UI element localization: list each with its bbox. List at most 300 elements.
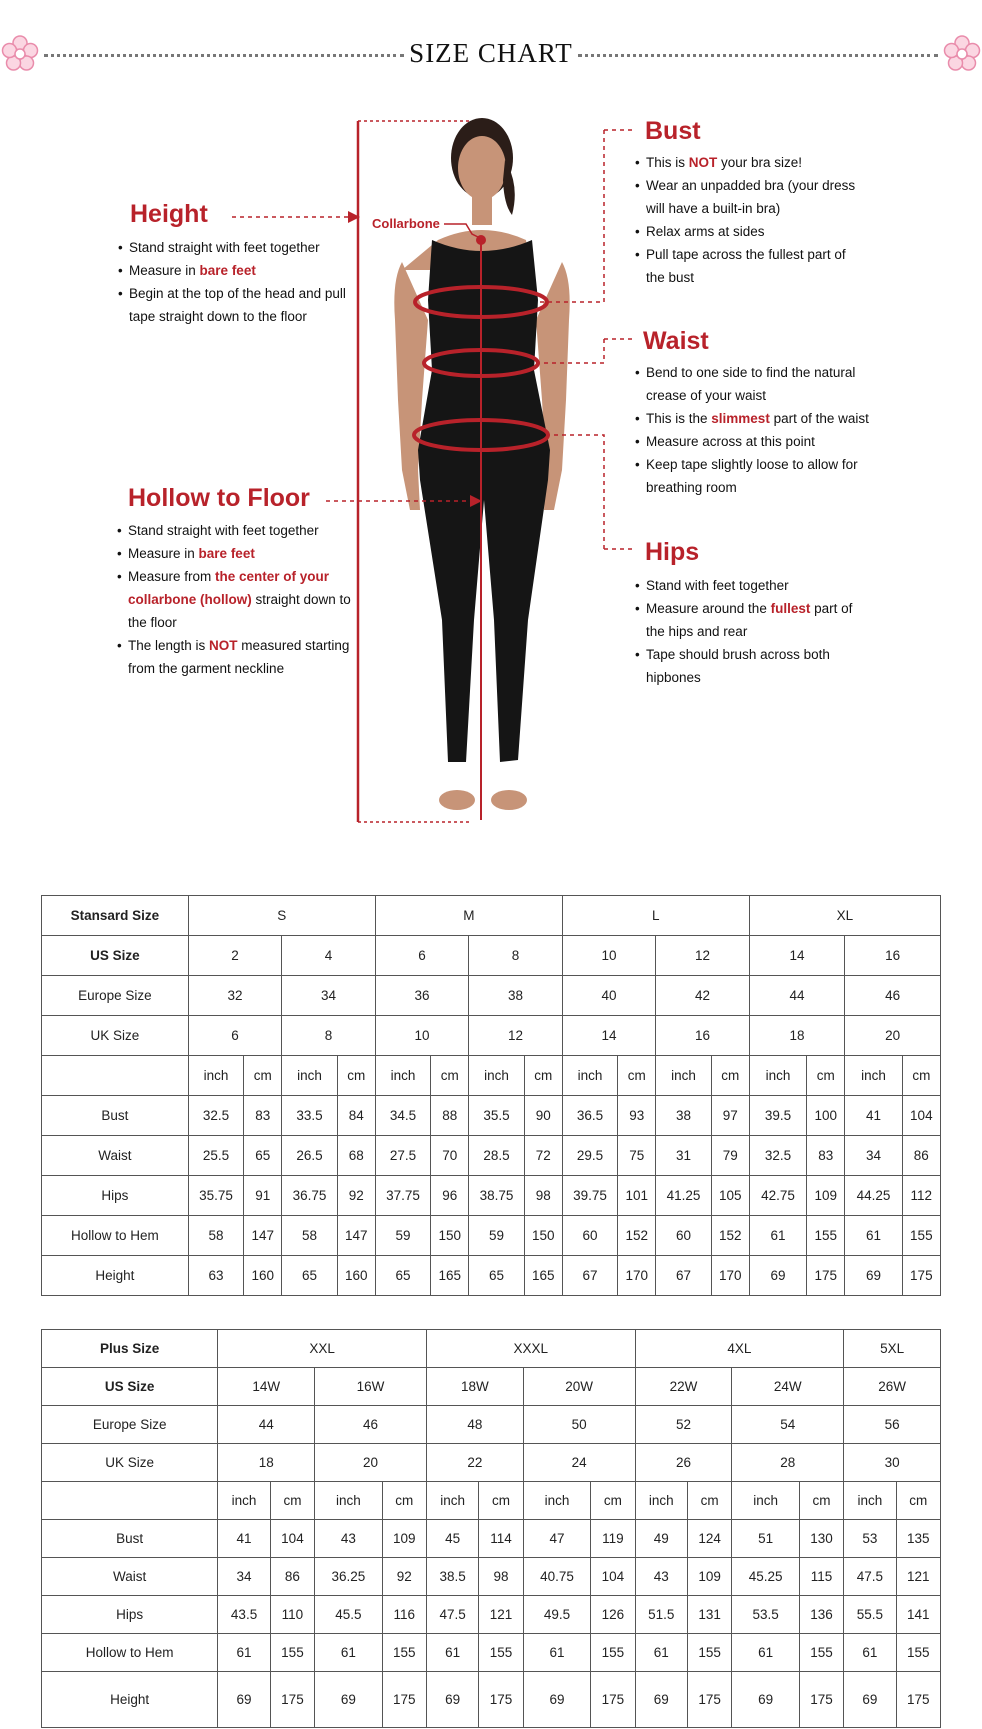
table-cell: 101 [618, 1176, 656, 1216]
table-cell: 60 [562, 1216, 617, 1256]
unit-cell: cm [244, 1056, 282, 1096]
table-cell: 150 [524, 1216, 562, 1256]
table-cell: 44 [749, 976, 845, 1016]
table-row [42, 1444, 941, 1482]
table-cell: 2 [188, 936, 282, 976]
table-cell: 43.5 [218, 1596, 270, 1634]
table-cell: 170 [618, 1256, 656, 1296]
table-cell: 61 [218, 1634, 270, 1672]
table-cell: 175 [807, 1256, 845, 1296]
table-cell: Europe Size [42, 976, 189, 1016]
table-cell: 121 [896, 1558, 940, 1596]
table-cell: 147 [337, 1216, 375, 1256]
table-cell: 59 [375, 1216, 430, 1256]
table-cell: 20W [523, 1368, 635, 1406]
table-cell [42, 1056, 189, 1096]
unit-cell: inch [656, 1056, 711, 1096]
table-cell: 175 [687, 1672, 731, 1728]
table-cell: 56 [844, 1406, 941, 1444]
table-cell: 42.75 [749, 1176, 806, 1216]
table-cell: 72 [524, 1136, 562, 1176]
standard-measurement-rows [42, 1096, 941, 1296]
table-cell: 40.75 [523, 1558, 591, 1596]
table-cell: 175 [799, 1672, 843, 1728]
bust-heading: Bust [645, 117, 701, 145]
table-cell: 79 [711, 1136, 749, 1176]
unit-cell: inch [469, 1056, 524, 1096]
table-cell: 33.5 [282, 1096, 337, 1136]
table-cell: 112 [902, 1176, 940, 1216]
table-cell: 47 [523, 1520, 591, 1558]
table-row [42, 1672, 941, 1728]
table-cell: 119 [591, 1520, 635, 1558]
list-item: • Begin at the top of the head and pull tape straight down to the floor [118, 282, 358, 328]
table-cell: 41 [218, 1520, 270, 1558]
unit-cell: inch [635, 1482, 687, 1520]
table-cell: 61 [523, 1634, 591, 1672]
table-cell: Europe Size [42, 1406, 218, 1444]
table-cell: 105 [711, 1176, 749, 1216]
table-cell: 8 [469, 936, 563, 976]
table-cell: 100 [807, 1096, 845, 1136]
unit-cell: inch [562, 1056, 617, 1096]
hips-instructions [635, 574, 865, 689]
table-cell: 109 [687, 1558, 731, 1596]
table-cell: 49 [635, 1520, 687, 1558]
table-cell: 104 [591, 1558, 635, 1596]
table-cell: 20 [315, 1444, 427, 1482]
table-cell: 69 [635, 1672, 687, 1728]
unit-cell: cm [902, 1056, 940, 1096]
table-cell: 52 [635, 1406, 732, 1444]
table-cell: 69 [845, 1256, 902, 1296]
table-cell: 61 [844, 1634, 896, 1672]
list-item: • The length is NOT measured starting from the garment neckline [117, 634, 355, 680]
table-cell: 155 [902, 1216, 940, 1256]
table-cell: 98 [524, 1176, 562, 1216]
table-cell: 26.5 [282, 1136, 337, 1176]
table-cell: 10 [562, 936, 656, 976]
table-cell: 29.5 [562, 1136, 617, 1176]
table-cell: 32 [188, 976, 282, 1016]
unit-cell: inch [282, 1056, 337, 1096]
table-cell: 67 [562, 1256, 617, 1296]
table-cell: 34 [845, 1136, 902, 1176]
table-cell: 104 [902, 1096, 940, 1136]
unit-cell: inch [188, 1056, 243, 1096]
table-row [42, 976, 941, 1016]
table-cell: 45.5 [315, 1596, 383, 1634]
unit-cell: inch [732, 1482, 800, 1520]
table-cell: 18W [426, 1368, 523, 1406]
list-item: • Stand straight with feet together [117, 519, 355, 542]
table-cell [42, 1482, 218, 1520]
table-cell: 91 [244, 1176, 282, 1216]
table-header-cell: S [188, 896, 375, 936]
table-cell: 42 [656, 976, 750, 1016]
table-cell: 18 [749, 1016, 845, 1056]
table-cell: 175 [902, 1256, 940, 1296]
table-cell: 44.25 [845, 1176, 902, 1216]
table-cell: 34.5 [375, 1096, 430, 1136]
table-cell: 170 [711, 1256, 749, 1296]
list-item: • Stand with feet together [635, 574, 865, 597]
table-cell: 68 [337, 1136, 375, 1176]
table-cell: 61 [732, 1634, 800, 1672]
table-row [42, 1634, 941, 1672]
table-cell: 109 [807, 1176, 845, 1216]
table-row [42, 1016, 941, 1056]
table-cell: 84 [337, 1096, 375, 1136]
table-cell: 43 [315, 1520, 383, 1558]
row-label: Bust [42, 1520, 218, 1558]
unit-cell: cm [711, 1056, 749, 1096]
table-cell: 32.5 [188, 1096, 243, 1136]
table-cell: 147 [244, 1216, 282, 1256]
table-cell: 60 [656, 1216, 711, 1256]
table-row [42, 896, 941, 936]
table-cell: 20 [845, 1016, 941, 1056]
table-cell: 36.25 [315, 1558, 383, 1596]
table-cell: 14 [562, 1016, 656, 1056]
table-cell: 31 [656, 1136, 711, 1176]
table-cell: 51 [732, 1520, 800, 1558]
table-cell: 36 [375, 976, 469, 1016]
unit-cell: cm [687, 1482, 731, 1520]
table-cell: 26 [635, 1444, 732, 1482]
table-cell: 22W [635, 1368, 732, 1406]
table-cell: 109 [382, 1520, 426, 1558]
row-label: Height [42, 1672, 218, 1728]
table-cell: 54 [732, 1406, 844, 1444]
table-cell: 88 [431, 1096, 469, 1136]
table-cell: 115 [799, 1558, 843, 1596]
table-cell: 86 [902, 1136, 940, 1176]
table-header-cell: M [375, 896, 562, 936]
table-row [42, 1096, 941, 1136]
table-cell: 165 [431, 1256, 469, 1296]
unit-cell: cm [337, 1056, 375, 1096]
unit-cell: inch [523, 1482, 591, 1520]
table-cell: 35.75 [188, 1176, 243, 1216]
list-item: • This is the slimmest part of the waist [635, 407, 875, 430]
table-cell: 121 [479, 1596, 523, 1634]
table-cell: 150 [431, 1216, 469, 1256]
row-label: Waist [42, 1136, 189, 1176]
table-header-cell: L [562, 896, 749, 936]
table-cell: 36.75 [282, 1176, 337, 1216]
table-cell: 65 [375, 1256, 430, 1296]
table-cell: 38.75 [469, 1176, 524, 1216]
table-cell: 63 [188, 1256, 243, 1296]
table-cell: 155 [270, 1634, 314, 1672]
table-row [42, 1216, 941, 1256]
table-cell: 25.5 [188, 1136, 243, 1176]
table-cell: 6 [375, 936, 469, 976]
table-row [42, 936, 941, 976]
waist-heading: Waist [643, 327, 709, 355]
table-cell: 61 [635, 1634, 687, 1672]
row-label: Hollow to Hem [42, 1216, 189, 1256]
table-cell: 175 [270, 1672, 314, 1728]
table-cell: 69 [315, 1672, 383, 1728]
table-cell: 43 [635, 1558, 687, 1596]
table-cell: 165 [524, 1256, 562, 1296]
list-item: • Keep tape slightly loose to allow for breathing room [635, 453, 875, 499]
table-cell: 58 [188, 1216, 243, 1256]
table-header-cell: XL [749, 896, 940, 936]
table-cell: 92 [382, 1558, 426, 1596]
table-cell: 14W [218, 1368, 315, 1406]
table-cell: 24W [732, 1368, 844, 1406]
unit-cell: inch [375, 1056, 430, 1096]
unit-cell: inch [749, 1056, 806, 1096]
table-cell: 38.5 [426, 1558, 478, 1596]
list-item: • This is NOT your bra size! [635, 151, 865, 174]
table-cell: 92 [337, 1176, 375, 1216]
table-row [42, 1482, 941, 1520]
table-cell: 4 [282, 936, 376, 976]
table-cell: 46 [845, 976, 941, 1016]
table-cell: 155 [687, 1634, 731, 1672]
unit-cell: cm [431, 1056, 469, 1096]
table-cell: 116 [382, 1596, 426, 1634]
table-cell: 70 [431, 1136, 469, 1176]
row-label: Waist [42, 1558, 218, 1596]
table-cell: 69 [749, 1256, 806, 1296]
table-row [42, 1406, 941, 1444]
table-cell: 30 [844, 1444, 941, 1482]
table-header-cell: XXL [218, 1330, 427, 1368]
list-item: • Pull tape across the fullest part of the bust [635, 243, 865, 289]
table-cell: UK Size [42, 1016, 189, 1056]
list-item: • Relax arms at sides [635, 220, 865, 243]
table-cell: 135 [896, 1520, 940, 1558]
table-cell: 175 [382, 1672, 426, 1728]
unit-cell: inch [315, 1482, 383, 1520]
list-item: • Measure from the center of your collarbone (hollow) straight down to the floor [117, 565, 355, 634]
table-cell: 34 [282, 976, 376, 1016]
height-heading: Height [130, 200, 208, 228]
row-label: Hips [42, 1176, 189, 1216]
table-cell: 16 [656, 1016, 750, 1056]
table-cell: 44 [218, 1406, 315, 1444]
table-cell: 12 [656, 936, 750, 976]
table-cell: 160 [337, 1256, 375, 1296]
table-cell: 155 [799, 1634, 843, 1672]
table-cell: 16W [315, 1368, 427, 1406]
table-cell: 155 [896, 1634, 940, 1672]
table-cell: 69 [426, 1672, 478, 1728]
table-cell: 27.5 [375, 1136, 430, 1176]
list-item: • Stand straight with feet together [118, 236, 358, 259]
table-cell: 55.5 [844, 1596, 896, 1634]
list-item: • Measure across at this point [635, 430, 875, 453]
table-cell: 83 [807, 1136, 845, 1176]
height-instructions [118, 236, 358, 328]
table-cell: 10 [375, 1016, 469, 1056]
table-cell: 155 [479, 1634, 523, 1672]
list-item: • Wear an unpadded bra (your dress will have a built-in bra) [635, 174, 865, 220]
table-cell: 61 [845, 1216, 902, 1256]
table-cell: 24 [523, 1444, 635, 1482]
unit-cell: inch [218, 1482, 270, 1520]
table-cell: 175 [896, 1672, 940, 1728]
table-cell: 124 [687, 1520, 731, 1558]
table-cell: 26W [844, 1368, 941, 1406]
table-cell: 126 [591, 1596, 635, 1634]
table-cell: 8 [282, 1016, 376, 1056]
table-cell: 65 [469, 1256, 524, 1296]
list-item: • Tape should brush across both hipbones [635, 643, 865, 689]
table-cell: 40 [562, 976, 656, 1016]
table-cell: 48 [426, 1406, 523, 1444]
table-cell: 22 [426, 1444, 523, 1482]
table-row [42, 1558, 941, 1596]
page-title: SIZE CHART [409, 38, 573, 68]
collarbone-label: Collarbone [372, 216, 440, 231]
table-cell: 41 [845, 1096, 902, 1136]
table-cell: US Size [42, 936, 189, 976]
unit-cell: cm [591, 1482, 635, 1520]
hollow-instructions [117, 519, 355, 680]
table-cell: 61 [315, 1634, 383, 1672]
standard-size-table [41, 895, 941, 1296]
table-row [42, 1596, 941, 1634]
waist-instructions [635, 361, 875, 499]
row-label: Bust [42, 1096, 189, 1136]
row-label: Height [42, 1256, 189, 1296]
table-cell: 69 [523, 1672, 591, 1728]
table-cell: 152 [618, 1216, 656, 1256]
table-cell: 38 [469, 976, 563, 1016]
table-cell: 47.5 [844, 1558, 896, 1596]
table-cell: 61 [426, 1634, 478, 1672]
table-cell: 75 [618, 1136, 656, 1176]
unit-cell: inch [845, 1056, 902, 1096]
table-row [42, 1136, 941, 1176]
row-label: Hollow to Hem [42, 1634, 218, 1672]
table-cell: 51.5 [635, 1596, 687, 1634]
list-item: • Bend to one side to find the natural crease of your waist [635, 361, 875, 407]
table-cell: 46 [315, 1406, 427, 1444]
unit-cell: cm [382, 1482, 426, 1520]
hollow-heading: Hollow to Floor [128, 484, 310, 512]
table-cell: 38 [656, 1096, 711, 1136]
list-item: • Measure in bare feet [117, 542, 355, 565]
table-cell: 67 [656, 1256, 711, 1296]
table-cell: US Size [42, 1368, 218, 1406]
table-cell: 28.5 [469, 1136, 524, 1176]
table-cell: 45.25 [732, 1558, 800, 1596]
table-cell: 18 [218, 1444, 315, 1482]
table-cell: 136 [799, 1596, 843, 1634]
unit-cell: cm [799, 1482, 843, 1520]
table-cell: 110 [270, 1596, 314, 1634]
table-cell: 37.75 [375, 1176, 430, 1216]
list-item: • Measure in bare feet [118, 259, 358, 282]
unit-cell: cm [896, 1482, 940, 1520]
table-cell: 86 [270, 1558, 314, 1596]
unit-cell: cm [618, 1056, 656, 1096]
table-header-cell: Stansard Size [42, 896, 189, 936]
table-cell: 59 [469, 1216, 524, 1256]
plus-measurement-rows [42, 1520, 941, 1728]
table-header-cell: 5XL [844, 1330, 941, 1368]
table-cell: 114 [479, 1520, 523, 1558]
table-cell: 90 [524, 1096, 562, 1136]
table-cell: 32.5 [749, 1136, 806, 1176]
row-label: Hips [42, 1596, 218, 1634]
table-cell: 93 [618, 1096, 656, 1136]
table-header-cell: XXXL [426, 1330, 635, 1368]
table-cell: 49.5 [523, 1596, 591, 1634]
table-cell: 6 [188, 1016, 282, 1056]
table-cell: 28 [732, 1444, 844, 1482]
table-row [42, 1368, 941, 1406]
list-item: • Measure around the fullest part of the hips and rear [635, 597, 865, 643]
unit-cell: cm [524, 1056, 562, 1096]
table-cell: 16 [845, 936, 941, 976]
table-cell: 97 [711, 1096, 749, 1136]
table-header-cell: 4XL [635, 1330, 844, 1368]
table-cell: 53 [844, 1520, 896, 1558]
table-row [42, 1056, 941, 1096]
unit-cell: inch [844, 1482, 896, 1520]
table-cell: 155 [591, 1634, 635, 1672]
table-cell: 104 [270, 1520, 314, 1558]
table-cell: 50 [523, 1406, 635, 1444]
table-cell: 53.5 [732, 1596, 800, 1634]
table-cell: 175 [591, 1672, 635, 1728]
table-cell: 131 [687, 1596, 731, 1634]
table-cell: 14 [749, 936, 845, 976]
table-cell: 141 [896, 1596, 940, 1634]
table-cell: 47.5 [426, 1596, 478, 1634]
table-cell: 155 [807, 1216, 845, 1256]
table-cell: 12 [469, 1016, 563, 1056]
table-cell: 65 [282, 1256, 337, 1296]
table-cell: 41.25 [656, 1176, 711, 1216]
table-cell: 130 [799, 1520, 843, 1558]
table-cell: 152 [711, 1216, 749, 1256]
table-row [42, 1330, 941, 1368]
table-cell: 69 [218, 1672, 270, 1728]
table-cell: 35.5 [469, 1096, 524, 1136]
unit-cell: inch [426, 1482, 478, 1520]
unit-cell: cm [479, 1482, 523, 1520]
table-cell: 45 [426, 1520, 478, 1558]
table-cell: 69 [732, 1672, 800, 1728]
plus-size-table [41, 1329, 941, 1728]
table-cell: 98 [479, 1558, 523, 1596]
table-row [42, 1256, 941, 1296]
unit-cell: cm [807, 1056, 845, 1096]
table-cell: 65 [244, 1136, 282, 1176]
table-cell: 36.5 [562, 1096, 617, 1136]
table-cell: 155 [382, 1634, 426, 1672]
hips-heading: Hips [645, 538, 700, 566]
table-cell: 96 [431, 1176, 469, 1216]
table-row [42, 1176, 941, 1216]
table-cell: 34 [218, 1558, 270, 1596]
bust-instructions [635, 151, 865, 289]
table-cell: 175 [479, 1672, 523, 1728]
table-cell: 58 [282, 1216, 337, 1256]
table-cell: 69 [844, 1672, 896, 1728]
unit-cell: cm [270, 1482, 314, 1520]
table-row [42, 1520, 941, 1558]
